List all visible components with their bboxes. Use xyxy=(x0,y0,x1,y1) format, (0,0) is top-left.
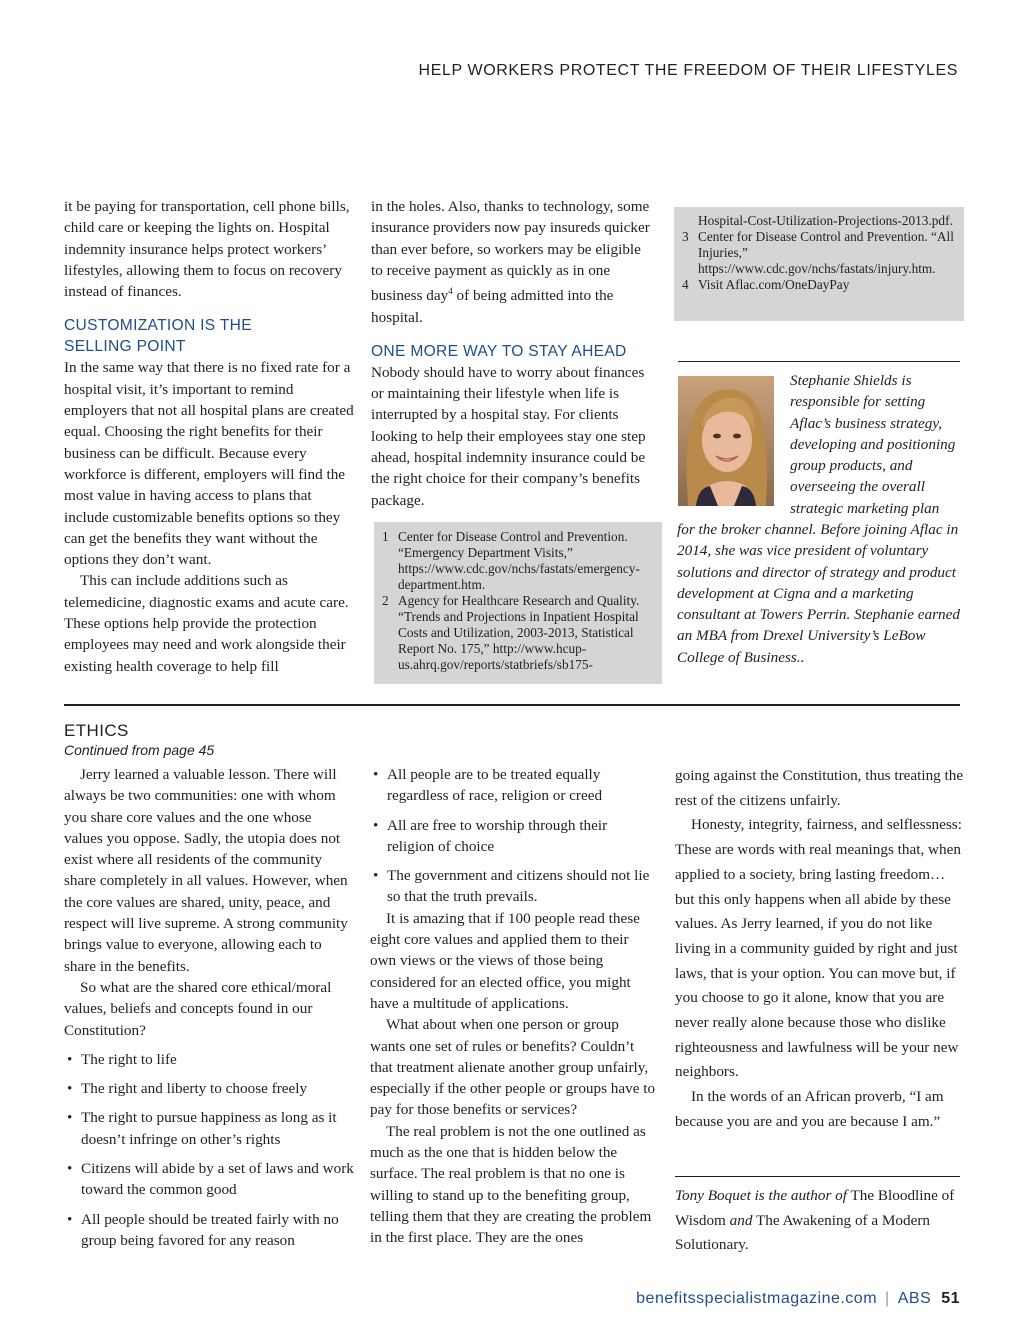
ethics-title: ETHICS xyxy=(64,721,129,740)
footnote-number: 4 xyxy=(682,277,689,292)
paragraph: going against the Constitution, thus treating the rest of the citizens unfairly. xyxy=(675,767,964,809)
bullet: • xyxy=(67,1210,73,1228)
bullet: • xyxy=(67,1109,73,1127)
footnote-number xyxy=(682,213,698,229)
section-divider xyxy=(64,704,960,706)
list-item xyxy=(64,1209,354,1252)
author-bio-rest: for the broker channel. Before joining Aflac in 2014, she was vice president of voluntary solutions and director of strategy and product development at Cigna and a marketing consultant at Towers Perrin. Stephanie earned an MBA from Drexel University’s LeBow College of Business.. xyxy=(677,521,960,666)
author-bio-intro: Stephanie Shields is responsible for setting Aflac’s business strategy, developing and positioning group products, and overseeing the overall strategic marketing plan xyxy=(790,372,956,517)
footer-separator: | xyxy=(885,1290,890,1307)
bullet: • xyxy=(373,867,379,885)
list-item-text: The right to pursue happiness as long as it doesn’t infringe on other’s rights xyxy=(81,1109,337,1148)
list-item xyxy=(370,815,658,858)
core-values-list xyxy=(64,1049,354,1251)
footnote-4 xyxy=(682,277,958,293)
footnote-2-cont xyxy=(682,213,958,229)
author-note-and: and xyxy=(729,1211,753,1229)
paragraph: Honesty, integrity, fairness, and selflessness: These are words with real meanings that, when applied to a society, bring lasting freedom… but this only happens when all abide by these values. As Jerry learned, if you do not like living in a community guided by right and just laws, that is your option. You can move but, if you choose to go it alone, know that you are never really alone because those who dislike righteousness and lawfulness will be your new neighbors. xyxy=(675,816,962,1081)
author-note-text xyxy=(675,1184,965,1258)
list-item xyxy=(64,1078,354,1099)
section-heading-customization xyxy=(64,315,354,357)
footnote-text: Hospital-Cost-Utilization-Projections-2013.pdf. xyxy=(698,213,953,228)
page-number: 51 xyxy=(941,1290,960,1307)
footnote-text: Center for Disease Control and Prevention. “All Injuries,” https://www.cdc.gov/nchs/fastats/injury.htm. xyxy=(698,229,954,276)
list-item-text: The government and citizens should not lie so that the truth prevails. xyxy=(387,867,650,906)
ethics-column-1 xyxy=(64,764,354,1251)
list-item-text: Citizens will abide by a set of laws and work toward the common good xyxy=(81,1160,354,1199)
footnote-ref: 4 xyxy=(448,286,453,297)
footnote-text: Agency for Healthcare Research and Quality. “Trends and Projections in Inpatient Hospital Costs and Utilization, 2003-2013, Statistical Report No. 175,” http://www.hcup-us.ahrq.gov/reports/statbriefs/sb175- xyxy=(398,593,640,672)
footnote-1 xyxy=(382,529,656,593)
section-heading-stay-ahead: ONE MORE WAY TO STAY AHEAD xyxy=(371,342,627,360)
list-item xyxy=(64,1107,354,1150)
list-item xyxy=(64,1049,354,1070)
list-item xyxy=(370,764,658,807)
footnote-3 xyxy=(682,229,958,277)
paragraph: The real problem is not the one outlined as much as the one that is hidden below the surface. The real problem is that no one is willing to stand up to the benefiting group, telling them that they are creating the problem in the first place. They are the ones xyxy=(370,1122,652,1247)
heading-line-2: SELLING POINT xyxy=(64,338,186,356)
list-item-text: All are free to worship through their religion of choice xyxy=(387,816,608,855)
bullet: • xyxy=(67,1050,73,1068)
paragraph-text: in the holes. Also, thanks to technology, some insurance providers now pay insureds quicker than ever before, so workers may be eligible to receive payment as quickly as in one business day xyxy=(371,198,650,305)
paragraph: It is amazing that if 100 people read these eight core values and applied them to their own views or the views of those being considered for an elected office, you might have a multitude of applications. xyxy=(370,909,640,1012)
list-item-text: The right to life xyxy=(81,1050,177,1068)
bullet: • xyxy=(67,1160,73,1178)
running-head: HELP WORKERS PROTECT THE FREEDOM OF THEIR LIFESTYLES xyxy=(418,62,958,79)
footnote-text: Center for Disease Control and Prevention. “Emergency Department Visits,” https://www.cdc.gov/nchs/fastats/emergency-department.htm. xyxy=(398,529,640,592)
list-item xyxy=(370,865,658,908)
bullet: • xyxy=(67,1080,73,1098)
paragraph: So what are the shared core ethical/moral values, beliefs and concepts found in our Constitution? xyxy=(64,978,332,1039)
book-title-2: The Awakening of a Modern Solutionary. xyxy=(675,1211,931,1254)
paragraph-text: of being admitted into the hospital. xyxy=(371,287,614,326)
article-column-1 xyxy=(64,196,354,677)
ethics-column-3 xyxy=(675,764,965,1135)
footer-website: benefitsspecialistmagazine.com xyxy=(636,1290,878,1307)
author-note xyxy=(675,1184,965,1258)
footnote-number: 1 xyxy=(382,529,389,544)
paragraph: Jerry learned a valuable lesson. There will always be two communities: one with whom you share core values and the one whose values you oppose. Sadly, the utopia does not exist where all residents of the community share completely in all values. However, when the core values are shared, unity, peace, and respect will live supreme. A strong community brings value to everyone, allowing each to share in the benefits. xyxy=(64,766,348,975)
paragraph: This can include additions such as telemedicine, diagnostic exams and acute care. These options help provide the protection employees may need and work alongside their existing health coverage to help fill xyxy=(64,572,349,675)
author-note-lead: Tony Boquet is the author of xyxy=(675,1187,847,1204)
ethics-column-2 xyxy=(370,764,658,1249)
author-photo-illustration xyxy=(678,376,774,506)
paragraph: What about when one person or group wants one set of rules or benefits? Couldn’t that treatment alienate another group unfairly, especially if the other people or groups have to pay for those benefits or services? xyxy=(370,1016,656,1119)
footnotes-box-1 xyxy=(374,522,662,684)
bullet: • xyxy=(373,816,379,834)
author-divider xyxy=(675,1176,960,1177)
footer-publication: ABS xyxy=(897,1290,932,1307)
heading-line-1: CUSTOMIZATION IS THE xyxy=(64,317,252,335)
list-item xyxy=(64,1158,354,1201)
list-item-text: All people are to be treated equally regardless of race, religion or creed xyxy=(387,766,603,805)
core-values-list-continued xyxy=(370,764,658,908)
continued-note: Continued from page 45 xyxy=(64,742,215,758)
paragraph: In the same way that there is no fixed rate for a hospital visit, it’s important to remind employers that not all hospital plans are created equal. Choosing the right benefits for their business can be difficult. Because every workforce is different, employers will find the most value in having access to plans that include customizable benefits options so they can get the benefits they want without the options they don’t want. xyxy=(64,359,354,569)
footnote-text: Visit Aflac.com/OneDayPay xyxy=(698,277,850,292)
footnote-2 xyxy=(382,593,656,673)
footnote-number: 2 xyxy=(382,593,389,608)
paragraph: it be paying for transportation, cell phone bills, child care or keeping the lights on. Hospital indemnity insurance helps protect workers’ lifestyles, allowing them to focus on recovery instead of finances. xyxy=(64,198,350,301)
paragraph: In the words of an African proverb, “I am because you are and you are because I am.” xyxy=(675,1088,944,1130)
paragraph xyxy=(371,196,656,328)
list-item-text: All people should be treated fairly with no group being favored for any reason xyxy=(81,1210,339,1249)
paragraph: Nobody should have to worry about finances or maintaining their lifestyle when life is interrupted by a hospital stay. For clients looking to help their employees stay one step ahead, hospital indemnity insurance could be the right choice for their company’s benefits package. xyxy=(371,363,646,509)
bullet: • xyxy=(373,766,379,783)
author-photo xyxy=(678,376,774,506)
list-item-text: The right and liberty to choose freely xyxy=(81,1080,308,1098)
bio-divider xyxy=(678,361,960,362)
footnotes-box-2 xyxy=(674,207,964,321)
footnote-number: 3 xyxy=(682,229,689,244)
book-title-1: The Bloodline of Wisdom xyxy=(675,1187,955,1229)
page-footer xyxy=(0,1290,960,1308)
article-column-2 xyxy=(371,196,656,511)
